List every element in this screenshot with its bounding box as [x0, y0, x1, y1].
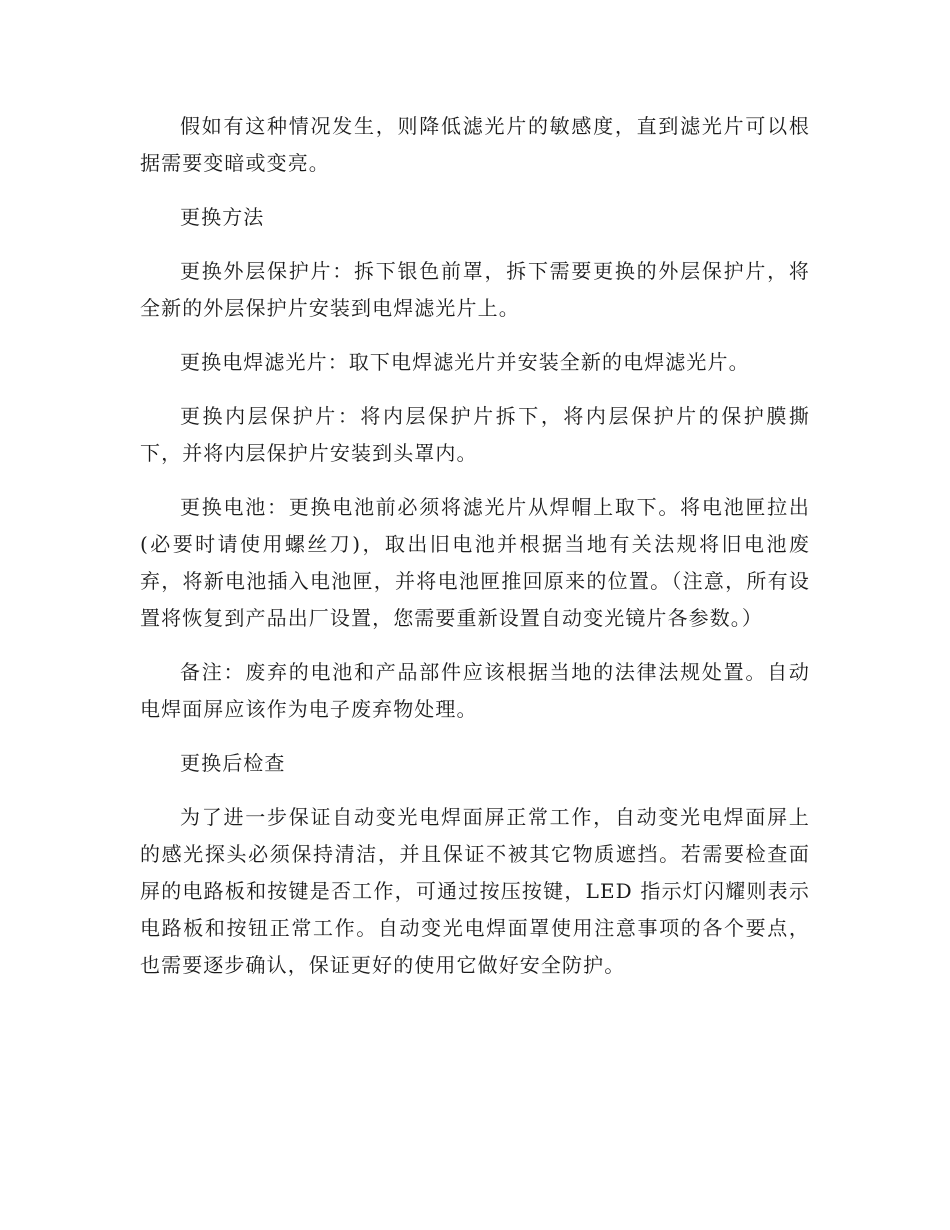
- paragraph-replace-battery: 更换电池：更换电池前必须将滤光片从焊帽上取下。将电池匣拉出(必要时请使用螺丝刀)，取出旧电池并根据当地有关法规将旧电池废弃，将新电池插入电池匣，并将电池匣推回原来的位置。（注意，所有设置将恢复到产品出厂设置，您需要重新设置自动变光镜片各参数。）: [140, 495, 810, 630]
- paragraph-filter-sensitivity: 假如有这种情况发生，则降低滤光片的敏感度，直到滤光片可以根据需要变暗或变亮。: [140, 114, 810, 175]
- section-heading-replacement-method: 更换方法: [180, 205, 265, 229]
- section-heading-post-replacement-check: 更换后检查: [180, 751, 286, 775]
- document-body: [140, 108, 810, 1001]
- paragraph-replace-outer-lens: 更换外层保护片：拆下银色前罩，拆下需要更换的外层保护片，将全新的外层保护片安装到电焊滤光片上。: [140, 259, 810, 320]
- paragraph-replace-inner-lens: 更换内层保护片：将内层保护片拆下，将内层保护片的保护膜撕下，并将内层保护片安装到头罩内。: [140, 404, 810, 465]
- paragraph-post-replacement-check: 为了进一步保证自动变光电焊面屏正常工作，自动变光电焊面屏上的感光探头必须保持清洁，并且保证不被其它物质遮挡。若需要检查面屏的电路板和按键是否工作，可通过按压按键，LED 指示灯闪耀则表示电路板和按钮正常工作。自动变光电焊面罩使用注意事项的各个要点，也需要逐步确认，保证更好的使用它做好安全防护。: [140, 805, 810, 977]
- paragraph-disposal-note: 备注：废弃的电池和产品部件应该根据当地的法律法规处置。自动电焊面屏应该作为电子废弃物处理。: [140, 660, 810, 721]
- paragraph-replace-welding-filter: 更换电焊滤光片：取下电焊滤光片并安装全新的电焊滤光片。: [180, 350, 750, 374]
